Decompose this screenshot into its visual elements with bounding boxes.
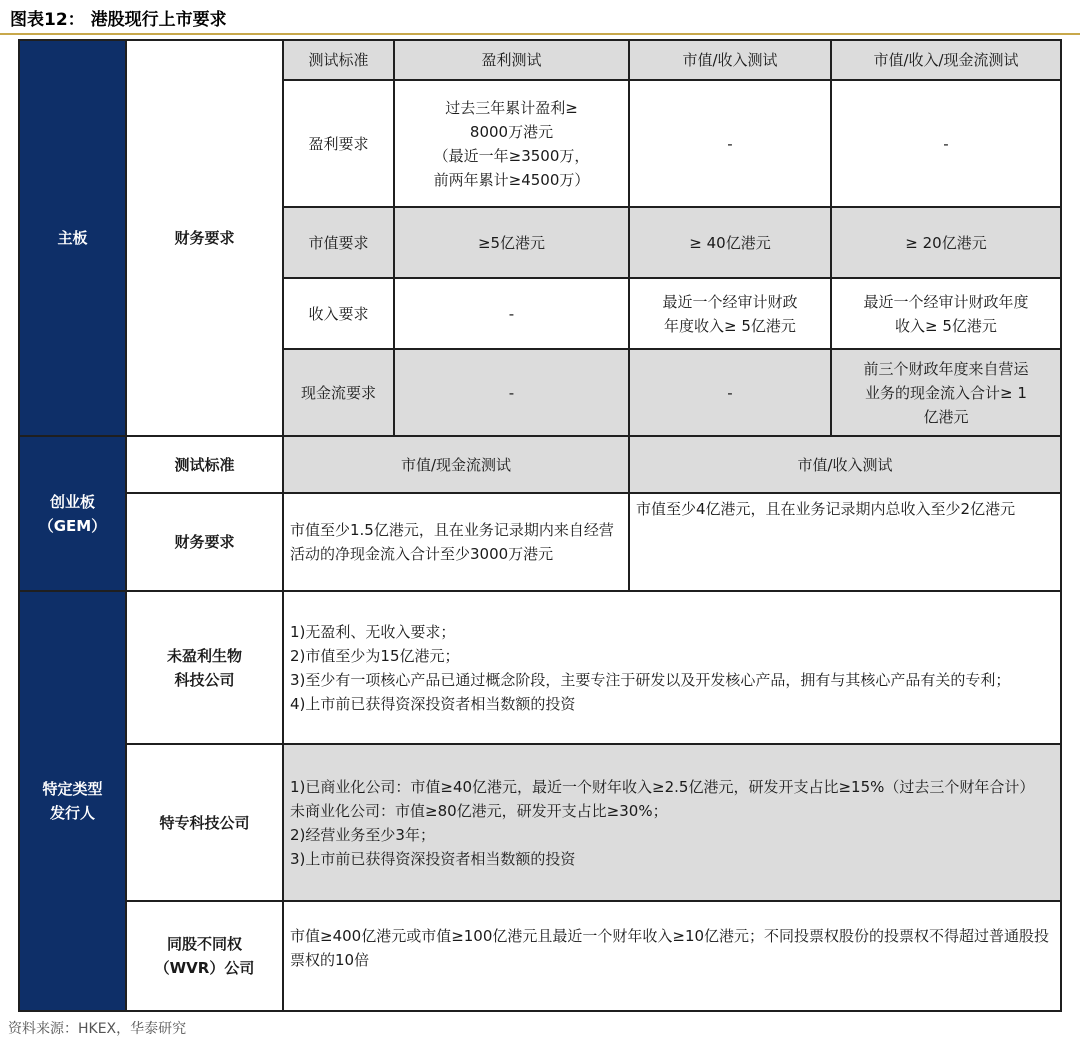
wvr-requirements: 市值≥400亿港元或市值≥100亿港元且最近一个财年收入≥10亿港元；不同投票权股份的投票权不得超过普通股投票权的10倍 — [283, 901, 1061, 1011]
gem-cashflow-test-header: 市值/现金流测试 — [283, 436, 629, 493]
section-special-issuers: 特定类型 发行人 — [19, 591, 126, 1011]
biotech-label: 未盈利生物 科技公司 — [126, 591, 283, 744]
header-profit-test: 盈利测试 — [394, 40, 629, 80]
profit-requirement-cell: - — [831, 80, 1061, 207]
revenue-requirement-cell: - — [394, 278, 629, 349]
profit-requirement-cell: 过去三年累计盈利≥ 8000万港元 （最近一年≥3500万， 前两年累计≥4500万） — [394, 80, 629, 207]
figure-title: 图表12： 港股现行上市要求 — [10, 10, 227, 30]
main-board-category: 财务要求 — [126, 40, 283, 436]
revenue-requirement-cell: 最近一个经审计财政 年度收入≥ 5亿港元 — [629, 278, 831, 349]
header-mcap-revenue-test: 市值/收入测试 — [629, 40, 831, 80]
header-test-standard: 测试标准 — [283, 40, 394, 80]
section-main-board: 主板 — [19, 40, 126, 436]
gem-cashflow-requirement: 市值至少1.5亿港元，且在业务记录期内来自经营活动的净现金流入合计至少3000万港元 — [283, 493, 629, 591]
specialist-tech-label: 特专科技公司 — [126, 744, 283, 901]
gem-financial-label: 财务要求 — [126, 493, 283, 591]
row-label-cashflow: 现金流要求 — [283, 349, 394, 436]
mcap-requirement-cell: ≥ 20亿港元 — [831, 207, 1061, 278]
listing-requirements-table — [18, 39, 1062, 1012]
row-label-profit: 盈利要求 — [283, 80, 394, 207]
profit-requirement-cell: - — [629, 80, 831, 207]
section-gem: 创业板 （GEM） — [19, 436, 126, 591]
gem-revenue-test-header: 市值/收入测试 — [629, 436, 1061, 493]
gem-test-standard-label: 测试标准 — [126, 436, 283, 493]
row-label-mcap: 市值要求 — [283, 207, 394, 278]
wvr-label: 同股不同权 （WVR）公司 — [126, 901, 283, 1011]
specialist-tech-requirements: 1)已商业化公司：市值≥40亿港元，最近一个财年收入≥2.5亿港元，研发开支占比≥15%（过去三个财年合计） 未商业化公司：市值≥80亿港元，研发开支占比≥30%； 2)经营业务至少3年； 3)上市前已获得资深投资者相当数额的投资 — [283, 744, 1061, 901]
mcap-requirement-cell: ≥5亿港元 — [394, 207, 629, 278]
cashflow-requirement-cell: - — [629, 349, 831, 436]
title-divider — [0, 33, 1080, 35]
revenue-requirement-cell: 最近一个经审计财政年度 收入≥ 5亿港元 — [831, 278, 1061, 349]
row-label-revenue: 收入要求 — [283, 278, 394, 349]
gem-revenue-requirement: 市值至少4亿港元，且在业务记录期内总收入至少2亿港元 — [629, 493, 1061, 591]
header-mcap-revenue-cashflow-test: 市值/收入/现金流测试 — [831, 40, 1061, 80]
mcap-requirement-cell: ≥ 40亿港元 — [629, 207, 831, 278]
biotech-requirements: 1)无盈利、无收入要求； 2)市值至少为15亿港元； 3)至少有一项核心产品已通过概念阶段，主要专注于研发以及开发核心产品，拥有与其核心产品有关的专利； 4)上市前已获得资深投资者相当数额的投资 — [283, 591, 1061, 744]
source-note: 资料来源：HKEX，华泰研究 — [8, 1021, 187, 1037]
cashflow-requirement-cell: - — [394, 349, 629, 436]
cashflow-requirement-cell: 前三个财政年度来自营运 业务的现金流入合计≥ 1 亿港元 — [831, 349, 1061, 436]
